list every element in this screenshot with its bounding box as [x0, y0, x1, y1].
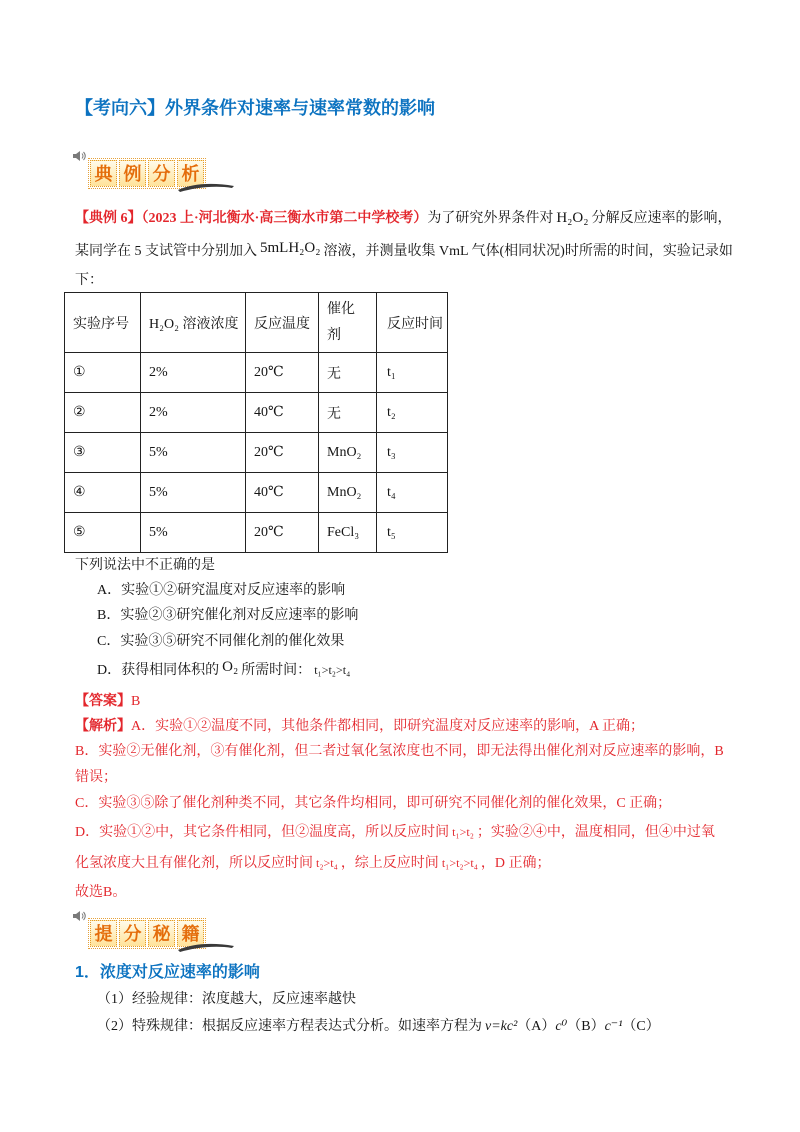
option-c: C．实验③⑤研究不同催化剂的催化效果 — [97, 634, 345, 649]
rate-equation: c⁻¹ — [604, 1019, 623, 1034]
example-banner — [72, 150, 232, 194]
rule-2-text: （2）特殊规律：根据反应速率方程表达式分析。如速率方程为 — [97, 1019, 482, 1034]
analysis-line-c: C．实验③⑤除了催化剂种类不同，其它条件均相同，即可研究不同催化剂的催化效果，C 正确； — [75, 796, 672, 811]
table-row — [65, 513, 448, 553]
question-stem: 下列说法中不正确的是 — [75, 558, 215, 573]
answer-tag: 【答案】 — [75, 694, 131, 709]
formula-volume: 5mLH₂O₂ — [260, 240, 321, 256]
analysis-line-b2: 错误； — [75, 770, 117, 785]
example-line-2 — [75, 241, 733, 261]
analysis-line-d1 — [75, 822, 715, 842]
table-cell: 40℃ — [246, 393, 319, 433]
formula-order: t₁>t₂ — [452, 825, 474, 839]
table-cell: 无 — [319, 393, 377, 433]
analysis-line-a — [75, 717, 644, 737]
table-cell: ④ — [65, 473, 141, 513]
rate-equation: v=kc² — [485, 1019, 518, 1034]
banner-char: 提 — [90, 920, 117, 947]
analysis-text: ，综上反应时间 — [340, 856, 439, 871]
option-d-text: 所需时间： — [241, 663, 312, 678]
analysis-text: 化氢浓度大且有催化剂，所以反应时间 — [75, 856, 313, 871]
table-header: 实验序号 — [65, 293, 141, 353]
table-cell: MnO₂ — [319, 433, 377, 473]
analysis-line-d2 — [75, 853, 551, 873]
table-cell: ① — [65, 353, 141, 393]
option-d — [97, 660, 353, 680]
rule-1: （1）经验规律：浓度越大，反应速率越快 — [97, 992, 356, 1007]
analysis-text: ；实验②④中，温度相同，但④中过氧 — [476, 825, 715, 840]
table-cell: MnO₂ — [319, 473, 377, 513]
example-text: 溶液，并测量收集 VmL 气体(相同状况)时所需的时间，实验记录如 — [323, 244, 733, 259]
analysis-conclusion: 故选B。 — [75, 885, 127, 900]
page-title: 【考向六】外界条件对速率与速率常数的影响 — [75, 98, 435, 118]
answer-value: B — [131, 694, 141, 709]
option-d-text: D．获得相同体积的 — [97, 663, 220, 678]
example-source: （2023 上·河北衡水·高三衡水市第二中学校考） — [141, 211, 428, 226]
analysis-tag: 【解析】 — [75, 719, 131, 734]
analysis-text: ，D 正确； — [480, 856, 551, 871]
answer-line — [75, 692, 140, 712]
analysis-text: A．实验①②温度不同，其他条件都相同，即研究温度对反应速率的影响，A 正确； — [131, 719, 644, 734]
table-cell: 无 — [319, 353, 377, 393]
table-cell: t₃ — [377, 433, 448, 473]
example-text: 分解反应速率的影响， — [591, 211, 732, 226]
table-cell: t₁ — [377, 353, 448, 393]
banner-char: 分 — [148, 160, 175, 187]
table-header: H₂O₂ 溶液浓度 — [141, 293, 246, 353]
tips-banner — [72, 910, 232, 954]
table-cell: 2% — [141, 393, 246, 433]
table-cell: 5% — [141, 513, 246, 553]
example-text: 为了研究外界条件对 — [427, 211, 554, 226]
formula-order: t₁>t₂>t₄ — [314, 663, 351, 677]
table-cell: t₂ — [377, 393, 448, 433]
example-line-1 — [75, 208, 731, 228]
table-cell: 40℃ — [246, 473, 319, 513]
table-row — [65, 393, 448, 433]
formula-h2o2: H₂O₂ — [556, 210, 589, 226]
option-a: A．实验①②研究温度对反应速率的影响 — [97, 583, 346, 598]
section-heading: 1．浓度对反应速率的影响 — [75, 964, 260, 981]
experiment-table — [64, 292, 448, 553]
table-header-row — [65, 293, 448, 353]
formula-order: t₁>t₂>t₄ — [441, 856, 478, 870]
table-cell: ⑤ — [65, 513, 141, 553]
table-row — [65, 353, 448, 393]
table-cell: 2% — [141, 353, 246, 393]
banner-char: 籍 — [177, 920, 204, 947]
table-cell: 5% — [141, 433, 246, 473]
table-cell: ③ — [65, 433, 141, 473]
example-text: 某同学在 5 支试管中分别加入 — [75, 244, 257, 259]
table-header: 催化剂 — [319, 293, 377, 353]
table-cell: 5% — [141, 473, 246, 513]
table-cell: 20℃ — [246, 353, 319, 393]
table-cell: ② — [65, 393, 141, 433]
analysis-line-b1: B．实验②无催化剂，③有催化剂，但二者过氧化氢浓度也不同，即无法得出催化剂对反应速率的影响，B — [75, 744, 724, 759]
formula-order: t₂>t₄ — [316, 856, 338, 870]
table-cell: t₅ — [377, 513, 448, 553]
table-cell: FeCl₃ — [319, 513, 377, 553]
brush-stroke-icon — [176, 180, 236, 199]
speaker-icon — [72, 150, 86, 167]
table-row — [65, 473, 448, 513]
example-tag: 【典例 6】 — [75, 211, 142, 226]
rate-equation: c⁰ — [555, 1019, 568, 1034]
table-header: 反应温度 — [246, 293, 319, 353]
analysis-text: D．实验①②中，其它条件相同，但②温度高，所以反应时间 — [75, 825, 450, 840]
table-header: 反应时间 — [377, 293, 448, 353]
table-row — [65, 433, 448, 473]
table-cell: t₄ — [377, 473, 448, 513]
rate-equation: （B） — [567, 1019, 605, 1034]
example-line-3: 下： — [75, 273, 103, 288]
rate-equation: （A） — [517, 1019, 556, 1034]
banner-char: 秘 — [148, 920, 175, 947]
option-b: B．实验②③研究催化剂对反应速率的影响 — [97, 608, 359, 623]
speaker-icon — [72, 910, 86, 927]
banner-char: 析 — [177, 160, 204, 187]
rule-2 — [97, 1017, 660, 1037]
banner-char: 典 — [90, 160, 117, 187]
banner-char: 例 — [119, 160, 146, 187]
brush-stroke-icon — [176, 940, 236, 959]
formula-o2: O₂ — [222, 659, 239, 675]
banner-char: 分 — [119, 920, 146, 947]
table-cell: 20℃ — [246, 513, 319, 553]
table-cell: 20℃ — [246, 433, 319, 473]
rate-equation: （C） — [622, 1019, 660, 1034]
